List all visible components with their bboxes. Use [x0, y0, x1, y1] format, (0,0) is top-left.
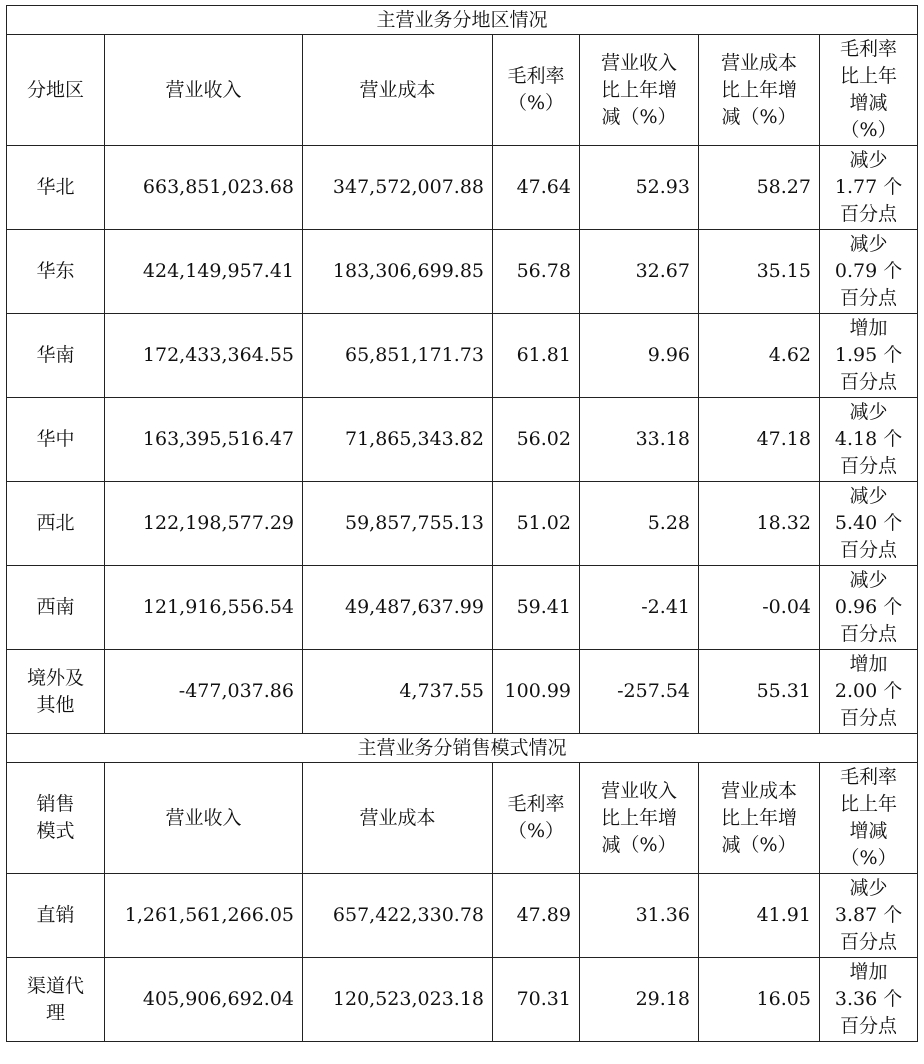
- cell-line: 减（%）: [721, 105, 797, 128]
- section-title: 主营业务分地区情况: [7, 6, 918, 35]
- cell-line: 0.79 个: [834, 260, 903, 282]
- cell-line: 2.00 个: [834, 680, 903, 702]
- cell-line: （%）: [840, 847, 897, 869]
- cell-line: 百分点: [840, 539, 898, 561]
- section-title-row: [7, 734, 918, 763]
- cell-line: 百分点: [840, 1015, 898, 1037]
- revenue-change-cell: 33.18: [580, 398, 699, 482]
- column-header: [580, 763, 699, 874]
- cell-line: 比上年: [840, 65, 898, 87]
- cell-line: 5.40 个: [834, 512, 903, 534]
- cell-line: 营业成本: [720, 779, 797, 802]
- cell-line: 分地区: [26, 78, 84, 101]
- margin-cell: 100.99: [493, 650, 580, 734]
- margin-change-cell: [820, 874, 918, 958]
- revenue-change-cell: 32.67: [580, 230, 699, 314]
- row-label: [7, 146, 105, 230]
- row-label: [7, 314, 105, 398]
- cost-change-cell: 58.27: [699, 146, 820, 230]
- revenue-change-cell: -2.41: [580, 566, 699, 650]
- cell-line: 百分点: [840, 203, 898, 225]
- cell-line: 增加: [849, 653, 888, 675]
- table-row: [7, 314, 918, 398]
- revenue-cell: 122,198,577.29: [105, 482, 303, 566]
- cell-line: 毛利率: [507, 65, 565, 87]
- revenue-cell: 424,149,957.41: [105, 230, 303, 314]
- cell-line: 增加: [849, 317, 888, 339]
- cell-line: 百分点: [840, 287, 898, 309]
- cell-line: 减（%）: [601, 833, 677, 856]
- cell-line: （%）: [507, 92, 565, 114]
- revenue-change-cell: -257.54: [580, 650, 699, 734]
- cell-line: 减少: [849, 149, 888, 171]
- cell-line: 比上年增: [720, 78, 797, 101]
- revenue-breakdown-table: [6, 5, 918, 1042]
- cell-line: 0.96 个: [834, 596, 903, 618]
- table-row: [7, 230, 918, 314]
- column-header: [7, 763, 105, 874]
- cell-line: （%）: [840, 119, 897, 141]
- cell-line: 增减: [849, 92, 888, 114]
- cell-line: 比上年增: [720, 806, 797, 829]
- margin-cell: 56.02: [493, 398, 580, 482]
- cell-line: 营业成本: [720, 51, 797, 74]
- row-label: [7, 482, 105, 566]
- margin-change-cell: [820, 230, 918, 314]
- cell-line: 增减: [849, 820, 888, 842]
- cell-line: 理: [45, 1001, 65, 1024]
- column-header: [699, 35, 820, 146]
- cell-line: 西北: [36, 512, 75, 534]
- cell-line: 华东: [36, 260, 75, 282]
- row-label: [7, 958, 105, 1042]
- cell-line: 营业收入: [600, 779, 677, 802]
- row-label: [7, 874, 105, 958]
- revenue-cell: 405,906,692.04: [105, 958, 303, 1042]
- table-row: [7, 874, 918, 958]
- column-header: [105, 763, 303, 874]
- table-body: [7, 6, 918, 1042]
- cost-cell: 71,865,343.82: [303, 398, 493, 482]
- cell-line: 营业成本: [359, 806, 436, 829]
- cost-change-cell: 41.91: [699, 874, 820, 958]
- column-header: [493, 35, 580, 146]
- cost-change-cell: 47.18: [699, 398, 820, 482]
- margin-change-cell: [820, 482, 918, 566]
- revenue-cell: 172,433,364.55: [105, 314, 303, 398]
- cell-line: 百分点: [840, 623, 898, 645]
- cell-line: 增加: [849, 961, 888, 983]
- cell-line: 营业收入: [165, 806, 242, 829]
- margin-change-cell: [820, 314, 918, 398]
- cost-cell: 65,851,171.73: [303, 314, 493, 398]
- revenue-change-cell: 52.93: [580, 146, 699, 230]
- cell-line: 4.18 个: [834, 428, 903, 450]
- cost-change-cell: 35.15: [699, 230, 820, 314]
- revenue-cell: 663,851,023.68: [105, 146, 303, 230]
- column-header: [303, 763, 493, 874]
- cell-line: 西南: [36, 596, 75, 618]
- revenue-change-cell: 29.18: [580, 958, 699, 1042]
- cell-line: 比上年增: [600, 78, 677, 101]
- column-header: [303, 35, 493, 146]
- column-header: [7, 35, 105, 146]
- cell-line: 减少: [849, 569, 888, 591]
- column-header: [580, 35, 699, 146]
- cell-line: 百分点: [840, 707, 898, 729]
- section-title: 主营业务分销售模式情况: [7, 734, 918, 763]
- table-row: [7, 482, 918, 566]
- table-row: [7, 146, 918, 230]
- cell-line: 华北: [36, 176, 75, 198]
- row-label: [7, 566, 105, 650]
- cost-cell: 347,572,007.88: [303, 146, 493, 230]
- table-row: [7, 650, 918, 734]
- cell-line: 华南: [36, 344, 75, 366]
- cell-line: 减少: [849, 401, 888, 423]
- table-row: [7, 566, 918, 650]
- revenue-cell: 1,261,561,266.05: [105, 874, 303, 958]
- cell-line: 其他: [36, 693, 75, 716]
- cell-line: 减少: [849, 233, 888, 255]
- cell-line: 模式: [36, 820, 75, 842]
- cell-line: 减少: [849, 485, 888, 507]
- margin-cell: 51.02: [493, 482, 580, 566]
- margin-change-cell: [820, 650, 918, 734]
- cost-cell: 4,737.55: [303, 650, 493, 734]
- cell-line: 减（%）: [721, 833, 797, 856]
- revenue-change-cell: 31.36: [580, 874, 699, 958]
- cost-change-cell: 4.62: [699, 314, 820, 398]
- revenue-cell: -477,037.86: [105, 650, 303, 734]
- column-header: [105, 35, 303, 146]
- cell-line: 营业收入: [600, 51, 677, 74]
- cell-line: 直销: [36, 904, 75, 926]
- table-row: [7, 398, 918, 482]
- cell-line: 比上年增: [600, 806, 677, 829]
- cost-cell: 49,487,637.99: [303, 566, 493, 650]
- cell-line: 境外及: [26, 666, 84, 689]
- cell-line: 比上年: [840, 793, 898, 815]
- column-header: [820, 763, 918, 874]
- cost-cell: 59,857,755.13: [303, 482, 493, 566]
- cell-line: 营业成本: [359, 78, 436, 101]
- header-row: [7, 763, 918, 874]
- revenue-cell: 163,395,516.47: [105, 398, 303, 482]
- cell-line: 百分点: [840, 371, 898, 393]
- margin-cell: 47.64: [493, 146, 580, 230]
- header-row: [7, 35, 918, 146]
- row-label: [7, 398, 105, 482]
- cost-cell: 657,422,330.78: [303, 874, 493, 958]
- margin-change-cell: [820, 958, 918, 1042]
- column-header: [493, 763, 580, 874]
- cell-line: 渠道代: [26, 974, 84, 997]
- margin-cell: 70.31: [493, 958, 580, 1042]
- revenue-cell: 121,916,556.54: [105, 566, 303, 650]
- cell-line: 毛利率: [840, 766, 898, 788]
- margin-change-cell: [820, 398, 918, 482]
- cell-line: 3.87 个: [834, 904, 903, 926]
- cell-line: 百分点: [840, 455, 898, 477]
- cell-line: 营业收入: [165, 78, 242, 101]
- cell-line: 3.36 个: [834, 988, 903, 1010]
- cost-change-cell: 16.05: [699, 958, 820, 1042]
- cell-line: 华中: [36, 428, 75, 450]
- revenue-change-cell: 5.28: [580, 482, 699, 566]
- column-header: [820, 35, 918, 146]
- cost-change-cell: 18.32: [699, 482, 820, 566]
- cell-line: 销售: [36, 793, 75, 815]
- cell-line: （%）: [507, 820, 565, 842]
- margin-cell: 59.41: [493, 566, 580, 650]
- row-label: [7, 650, 105, 734]
- cell-line: 减少: [849, 877, 888, 899]
- section-title-row: [7, 6, 918, 35]
- cost-change-cell: 55.31: [699, 650, 820, 734]
- column-header: [699, 763, 820, 874]
- cell-line: 百分点: [840, 931, 898, 953]
- margin-cell: 47.89: [493, 874, 580, 958]
- cell-line: 减（%）: [601, 105, 677, 128]
- cell-line: 1.95 个: [834, 344, 903, 366]
- revenue-change-cell: 9.96: [580, 314, 699, 398]
- margin-change-cell: [820, 146, 918, 230]
- margin-cell: 61.81: [493, 314, 580, 398]
- cost-cell: 120,523,023.18: [303, 958, 493, 1042]
- margin-cell: 56.78: [493, 230, 580, 314]
- cost-cell: 183,306,699.85: [303, 230, 493, 314]
- row-label: [7, 230, 105, 314]
- cost-change-cell: -0.04: [699, 566, 820, 650]
- cell-line: 1.77 个: [834, 176, 903, 198]
- table-row: [7, 958, 918, 1042]
- cell-line: 毛利率: [507, 793, 565, 815]
- cell-line: 毛利率: [840, 38, 898, 60]
- margin-change-cell: [820, 566, 918, 650]
